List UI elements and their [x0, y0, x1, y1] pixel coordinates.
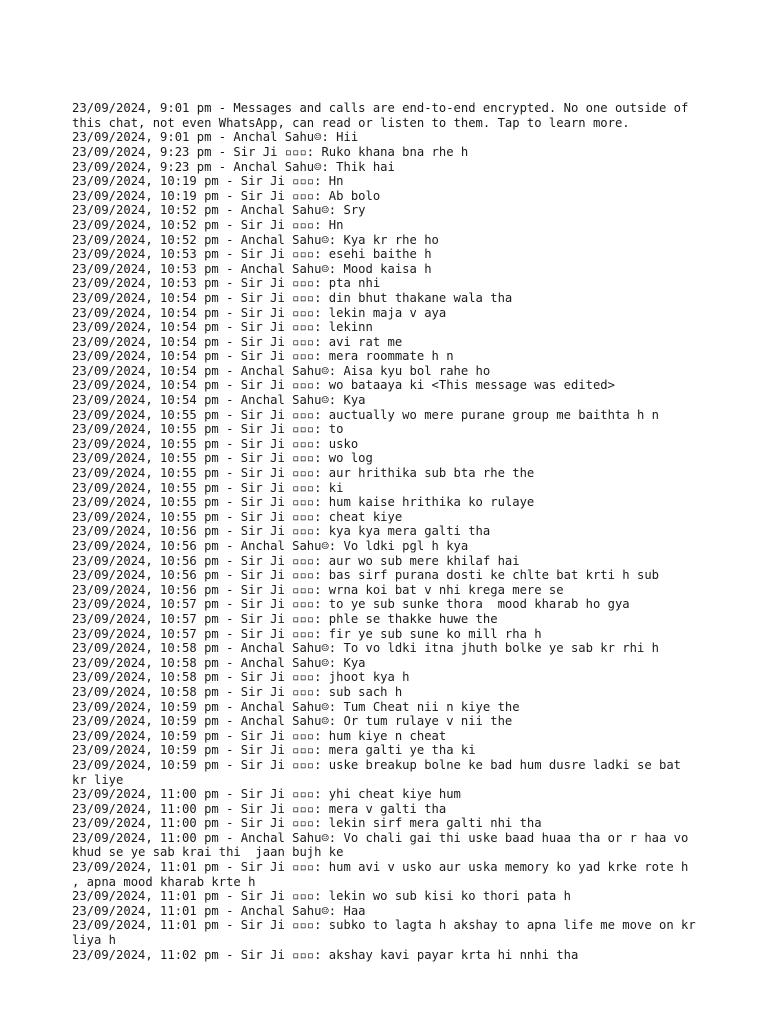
- chat-line: 23/09/2024, 11:01 pm - Sir Ji ▫▫▫: lekin wo sub kisi ko thori pata h: [72, 889, 571, 904]
- chat-line: 23/09/2024, 10:54 pm - Sir Ji ▫▫▫: din bhut thakane wala tha: [72, 290, 513, 305]
- chat-line: 23/09/2024, 10:55 pm - Sir Ji ▫▫▫: to: [72, 422, 344, 437]
- chat-line: 23/09/2024, 10:52 pm - Sir Ji ▫▫▫: Hn: [72, 217, 344, 232]
- chat-line: 23/09/2024, 10:55 pm - Sir Ji ▫▫▫: ki: [72, 480, 344, 495]
- chat-line: 23/09/2024, 11:00 pm - Sir Ji ▫▫▫: yhi cheat kiye hum: [72, 787, 461, 802]
- chat-line: 23/09/2024, 10:19 pm - Sir Ji ▫▫▫: Hn: [72, 174, 344, 189]
- chat-export-page: [72, 72, 702, 977]
- chat-line: 23/09/2024, 10:58 pm - Anchal Sahu☺: To vo ldki itna jhuth bolke ye sab kr rhi h: [72, 641, 659, 656]
- chat-line: 23/09/2024, 10:54 pm - Sir Ji ▫▫▫: avi rat me: [72, 334, 403, 349]
- chat-line: 23/09/2024, 10:59 pm - Sir Ji ▫▫▫: uske breakup bolne ke bad hum dusre ladki se bat kr liye: [72, 757, 689, 787]
- chat-line: 23/09/2024, 11:01 pm - Sir Ji ▫▫▫: hum avi v usko aur uska memory ko yad krke rote h , apna mood kharab krte h: [72, 860, 696, 889]
- chat-line: 23/09/2024, 10:54 pm - Anchal Sahu☺: Kya: [72, 393, 366, 408]
- chat-line: 23/09/2024, 10:53 pm - Sir Ji ▫▫▫: pta nhi: [72, 276, 381, 291]
- chat-log: [72, 101, 702, 962]
- chat-line: 23/09/2024, 11:00 pm - Sir Ji ▫▫▫: lekin sirf mera galti nhi tha: [72, 816, 542, 831]
- chat-line: 23/09/2024, 10:56 pm - Sir Ji ▫▫▫: aur wo sub mere khilaf hai: [72, 553, 520, 568]
- chat-line: 23/09/2024, 10:58 pm - Anchal Sahu☺: Kya: [72, 655, 366, 670]
- chat-line: 23/09/2024, 10:59 pm - Anchal Sahu☺: Tum Cheat nii n kiye the: [72, 699, 520, 714]
- chat-line: 23/09/2024, 11:02 pm - Sir Ji ▫▫▫: akshay kavi payar krta hi nnhi tha: [72, 947, 579, 962]
- chat-line: 23/09/2024, 10:57 pm - Sir Ji ▫▫▫: phle se thakke huwe the: [72, 611, 498, 626]
- chat-line: 23/09/2024, 9:01 pm - Anchal Sahu☺: Hii: [72, 130, 359, 145]
- chat-line: 23/09/2024, 10:59 pm - Sir Ji ▫▫▫: mera galti ye tha ki: [72, 743, 476, 758]
- chat-line: 23/09/2024, 10:58 pm - Sir Ji ▫▫▫: jhoot kya h: [72, 670, 410, 685]
- chat-line: 23/09/2024, 10:55 pm - Sir Ji ▫▫▫: usko: [72, 436, 359, 451]
- chat-line: 23/09/2024, 10:55 pm - Sir Ji ▫▫▫: hum kaise hrithika ko rulaye: [72, 495, 535, 510]
- chat-line: 23/09/2024, 10:59 pm - Sir Ji ▫▫▫: hum kiye n cheat: [72, 728, 447, 743]
- chat-line: 23/09/2024, 11:00 pm - Anchal Sahu☺: Vo chali gai thi uske baad huaa tha or r haa vo khud se ye sab krai thi jaan bujh ke: [72, 830, 696, 860]
- chat-line: 23/09/2024, 10:57 pm - Sir Ji ▫▫▫: to ye sub sunke thora mood kharab ho gya: [72, 597, 630, 612]
- chat-line: 23/09/2024, 10:56 pm - Sir Ji ▫▫▫: bas sirf purana dosti ke chlte bat krti h sub: [72, 568, 659, 583]
- chat-line: 23/09/2024, 10:54 pm - Sir Ji ▫▫▫: wo bataaya ki <This message was edited>: [72, 378, 615, 393]
- chat-line: 23/09/2024, 10:54 pm - Anchal Sahu☺: Aisa kyu bol rahe ho: [72, 363, 491, 378]
- chat-line: 23/09/2024, 10:19 pm - Sir Ji ▫▫▫: Ab bolo: [72, 188, 381, 203]
- chat-line: 23/09/2024, 11:01 pm - Sir Ji ▫▫▫: subko to lagta h akshay to apna life me move on kr liya h: [72, 918, 704, 948]
- chat-line: 23/09/2024, 10:52 pm - Anchal Sahu☺: Kya kr rhe ho: [72, 232, 439, 247]
- chat-line: 23/09/2024, 10:56 pm - Anchal Sahu☺: Vo ldki pgl h kya: [72, 539, 469, 553]
- chat-line: 23/09/2024, 10:54 pm - Sir Ji ▫▫▫: mera roommate h n: [72, 349, 454, 364]
- chat-line: 23/09/2024, 11:01 pm - Anchal Sahu☺: Haa: [72, 903, 366, 918]
- chat-line: 23/09/2024, 10:55 pm - Sir Ji ▫▫▫: aur hrithika sub bta rhe the: [72, 466, 535, 481]
- chat-line: 23/09/2024, 9:23 pm - Sir Ji ▫▫▫: Ruko khana bna rhe h: [72, 144, 469, 159]
- chat-line: 23/09/2024, 10:57 pm - Sir Ji ▫▫▫: fir ye sub sune ko mill rha h: [72, 626, 542, 641]
- chat-line: 23/09/2024, 10:55 pm - Sir Ji ▫▫▫: cheat kiye: [72, 509, 403, 524]
- chat-line: 23/09/2024, 10:56 pm - Sir Ji ▫▫▫: kya kya mera galti tha: [72, 524, 491, 539]
- chat-line: 23/09/2024, 9:01 pm - Messages and calls are end-to-end encrypted. No one outside of this chat, not even WhatsApp, can read or listen to them. Tap to learn more.: [72, 101, 696, 130]
- chat-line: 23/09/2024, 10:56 pm - Sir Ji ▫▫▫: wrna koi bat v nhi krega mere se: [72, 582, 564, 597]
- chat-line: 23/09/2024, 10:54 pm - Sir Ji ▫▫▫: lekinn: [72, 320, 373, 335]
- chat-line: 23/09/2024, 9:23 pm - Anchal Sahu☺: Thik hai: [72, 159, 395, 174]
- chat-line: 23/09/2024, 10:55 pm - Sir Ji ▫▫▫: wo log: [72, 451, 373, 466]
- chat-line: 23/09/2024, 10:59 pm - Anchal Sahu☺: Or tum rulaye v nii the: [72, 714, 513, 729]
- chat-line: 23/09/2024, 11:00 pm - Sir Ji ▫▫▫: mera v galti tha: [72, 801, 447, 816]
- chat-line: 23/09/2024, 10:53 pm - Sir Ji ▫▫▫: esehi baithe h: [72, 247, 432, 262]
- chat-line: 23/09/2024, 10:55 pm - Sir Ji ▫▫▫: auctually wo mere purane group me baithta h n: [72, 407, 659, 422]
- chat-line: 23/09/2024, 10:58 pm - Sir Ji ▫▫▫: sub sach h: [72, 684, 403, 699]
- chat-line: 23/09/2024, 10:53 pm - Anchal Sahu☺: Mood kaisa h: [72, 261, 432, 276]
- chat-line: 23/09/2024, 10:54 pm - Sir Ji ▫▫▫: lekin maja v aya: [72, 305, 447, 320]
- chat-line: 23/09/2024, 10:52 pm - Anchal Sahu☺: Sry: [72, 203, 366, 218]
